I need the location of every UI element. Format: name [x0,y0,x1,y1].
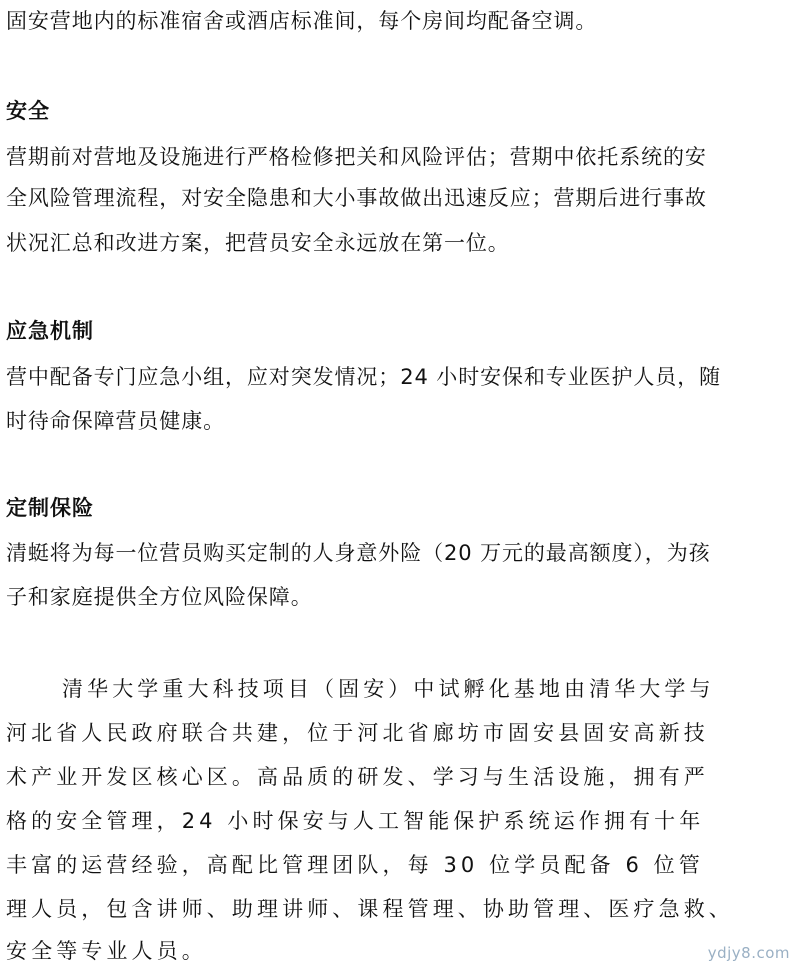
base-paragraph-line: 理人员，包含讲师、助理讲师、课程管理、协助管理、医疗急救、 [6,897,734,921]
safety-paragraph-line: 全风险管理流程，对安全隐患和大小事故做出迅速反应；营期后进行事故 [6,186,707,210]
safety-paragraph-line: 营期前对营地及设施进行严格检修把关和风险评估；营期中依托系统的安 [6,145,707,169]
intro-line: 固安营地内的标准宿舍或酒店标准间，每个房间均配备空调。 [6,9,598,33]
base-paragraph-line: 河北省人民政府联合共建，位于河北省廊坊市固安县固安高新技 [6,721,709,745]
base-paragraph-line: 术产业开发区核心区。高品质的研发、学习与生活设施，拥有严 [6,765,709,789]
base-paragraph-line: 清华大学重大科技项目（固安）中试孵化基地由清华大学与 [62,677,715,701]
base-paragraph-line: 格的安全管理，24 小时保安与人工智能保护系统运作拥有十年 [6,809,705,833]
insurance-paragraph-line: 清蜓将为每一位营员购买定制的人身意外险（20 万元的最高额度），为孩 [6,541,711,565]
safety-paragraph-line: 状况汇总和改进方案，把营员安全永远放在第一位。 [6,231,510,255]
emergency-heading: 应急机制 [6,319,94,343]
insurance-heading: 定制保险 [6,496,94,520]
base-paragraph-line: 丰富的运营经验，高配比管理团队，每 30 位学员配备 6 位管 [6,853,704,877]
safety-heading: 安全 [6,99,50,123]
emergency-paragraph-line: 时待命保障营员健康。 [6,409,225,433]
insurance-paragraph-line: 子和家庭提供全方位风险保障。 [6,585,313,609]
emergency-paragraph-line: 营中配备专门应急小组，应对突发情况；24 小时安保和专业医护人员，随 [6,365,721,389]
site-watermark: ydjy8.com [707,944,790,962]
base-paragraph-line: 安全等专业人员。 [6,939,207,963]
